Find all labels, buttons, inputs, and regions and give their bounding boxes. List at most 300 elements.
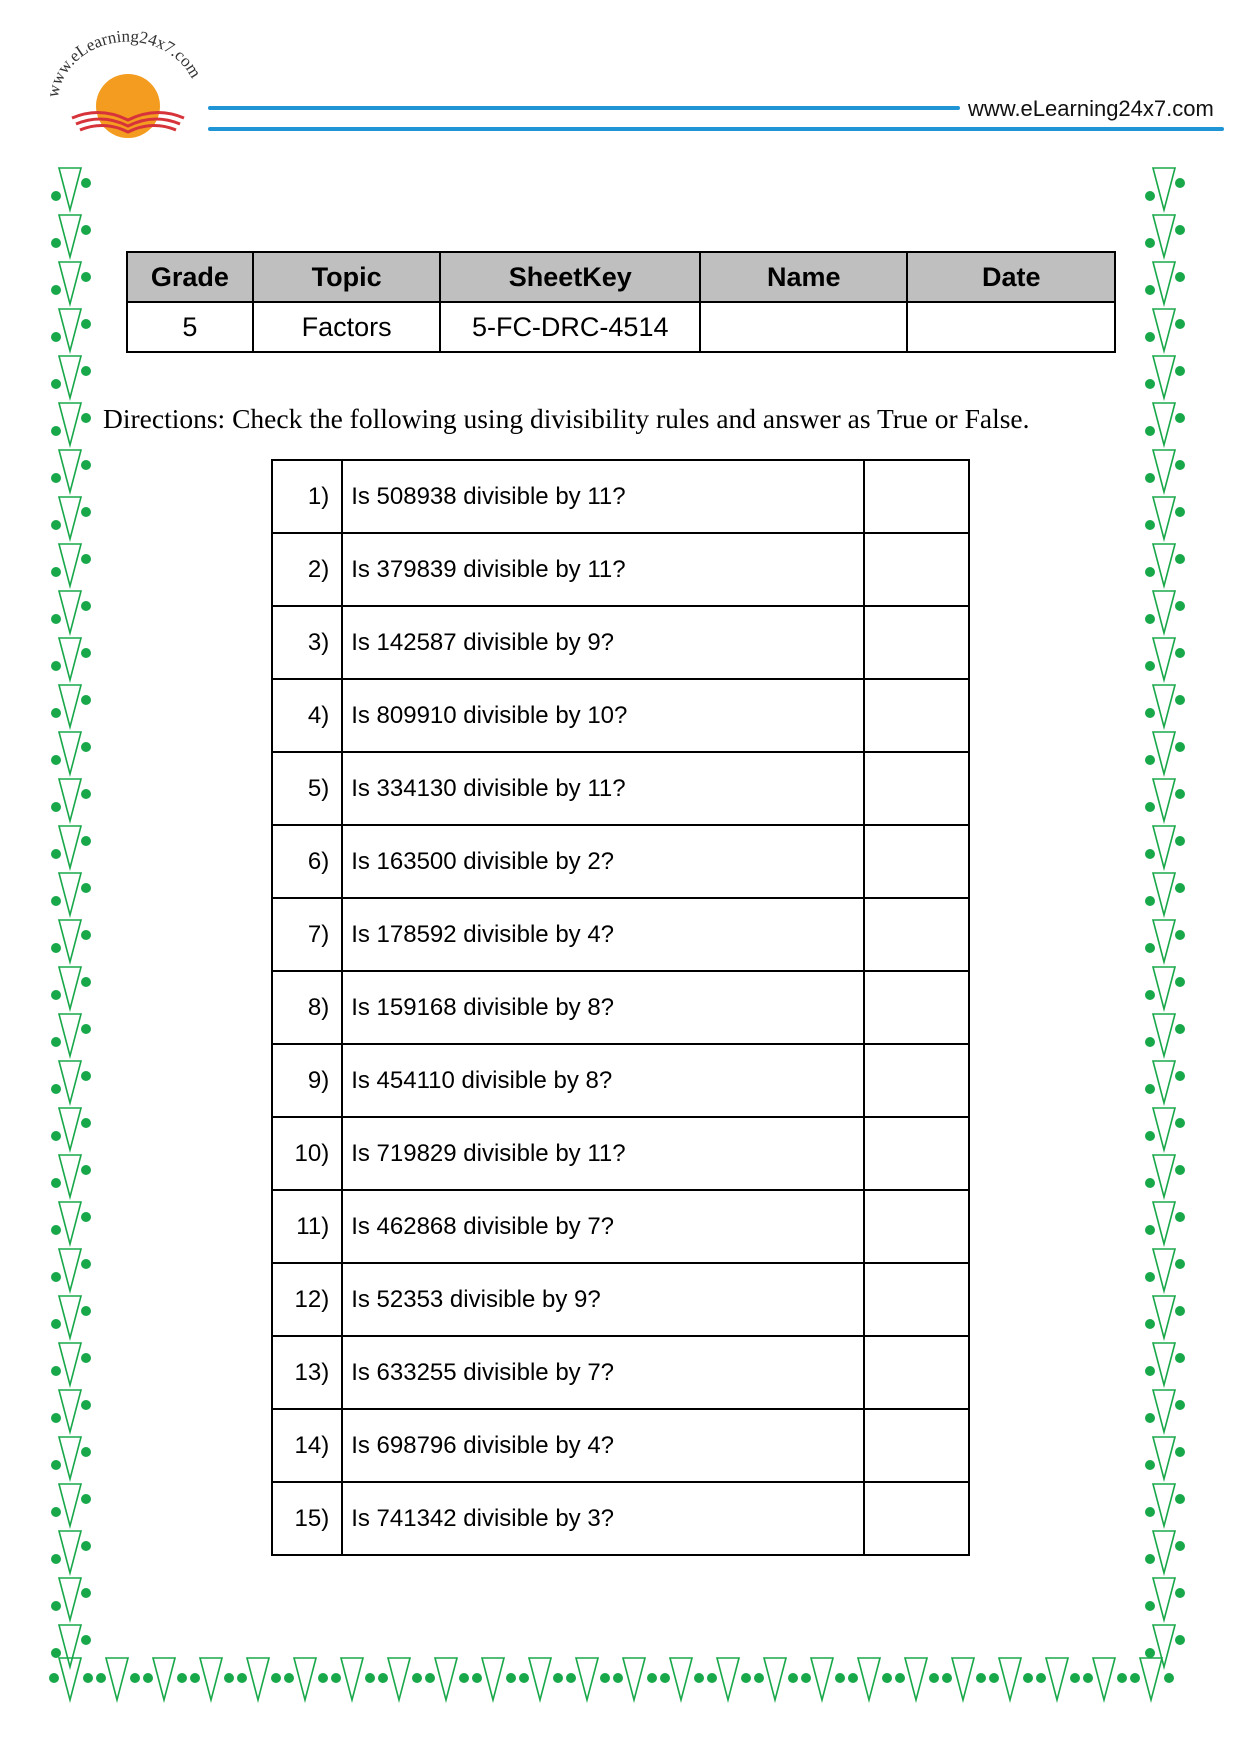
border-triangle	[1153, 356, 1175, 398]
topic-header: Topic	[253, 252, 441, 302]
border-dot	[81, 1165, 91, 1175]
question-text: Is 52353 divisible by 9?	[342, 1263, 863, 1336]
border-dot	[566, 1673, 576, 1683]
answer-field[interactable]	[864, 1263, 969, 1336]
answer-field[interactable]	[864, 971, 969, 1044]
border-triangle	[59, 1014, 81, 1056]
border-dot	[81, 601, 91, 611]
question-text: Is 809910 divisible by 10?	[342, 679, 863, 752]
sheetkey-value: 5-FC-DRC-4514	[440, 302, 700, 352]
border-dot	[81, 1447, 91, 1457]
border-triangle	[1153, 920, 1175, 962]
question-number: 13)	[272, 1336, 342, 1409]
border-dot	[1175, 507, 1185, 517]
border-dot	[177, 1673, 187, 1683]
border-dot	[51, 1037, 61, 1047]
border-dot	[130, 1673, 140, 1683]
border-dot	[942, 1673, 952, 1683]
border-dot	[51, 1131, 61, 1141]
border-dot	[1145, 1272, 1155, 1282]
border-dot	[81, 1353, 91, 1363]
answer-field[interactable]	[864, 1190, 969, 1263]
border-dot	[271, 1673, 281, 1683]
border-triangle	[59, 732, 81, 774]
border-dot	[51, 1507, 61, 1517]
border-dot	[331, 1673, 341, 1683]
border-dot	[1145, 990, 1155, 1000]
answer-field[interactable]	[864, 898, 969, 971]
border-dot	[600, 1673, 610, 1683]
border-dot	[1145, 849, 1155, 859]
border-dot	[51, 849, 61, 859]
border-triangle	[1153, 1014, 1175, 1056]
border-triangle	[764, 1658, 786, 1700]
border-dot	[190, 1673, 200, 1683]
answer-field[interactable]	[864, 1117, 969, 1190]
border-dot	[51, 802, 61, 812]
border-dot	[365, 1673, 375, 1683]
question-number: 2)	[272, 533, 342, 606]
border-dot	[81, 1635, 91, 1645]
question-text: Is 462868 divisible by 7?	[342, 1190, 863, 1263]
border-dot	[81, 1024, 91, 1034]
question-number: 4)	[272, 679, 342, 752]
border-triangle	[1153, 1578, 1175, 1620]
question-text: Is 698796 divisible by 4?	[342, 1409, 863, 1482]
border-dot	[1175, 836, 1185, 846]
border-triangle	[670, 1658, 692, 1700]
border-dot	[976, 1673, 986, 1683]
answer-field[interactable]	[864, 1409, 969, 1482]
border-dot	[81, 977, 91, 987]
border-dot	[1145, 1366, 1155, 1376]
border-dot	[224, 1673, 234, 1683]
question-row	[272, 825, 969, 898]
border-dot	[1175, 601, 1185, 611]
border-triangle	[294, 1658, 316, 1700]
border-triangle	[1153, 732, 1175, 774]
border-triangle	[59, 873, 81, 915]
border-dot	[49, 1673, 59, 1683]
border-dot	[741, 1673, 751, 1683]
border-dot	[81, 1494, 91, 1504]
border-dot	[1145, 238, 1155, 248]
border-triangle	[1046, 1658, 1068, 1700]
border-dot	[1175, 554, 1185, 564]
question-number: 10)	[272, 1117, 342, 1190]
border-dot	[1175, 1024, 1185, 1034]
border-dot	[1175, 1118, 1185, 1128]
border-dot	[1145, 755, 1155, 765]
border-dot	[51, 1225, 61, 1235]
border-triangle	[482, 1658, 504, 1700]
border-dot	[81, 366, 91, 376]
question-row	[272, 1336, 969, 1409]
answer-field[interactable]	[864, 1044, 969, 1117]
border-dot	[1145, 332, 1155, 342]
border-dot	[51, 1319, 61, 1329]
border-triangle	[59, 356, 81, 398]
answer-field[interactable]	[864, 825, 969, 898]
answer-field[interactable]	[864, 679, 969, 752]
border-dot	[1175, 1400, 1185, 1410]
question-row	[272, 971, 969, 1044]
border-dot	[1145, 802, 1155, 812]
border-triangle	[1153, 262, 1175, 304]
border-triangle	[1153, 450, 1175, 492]
border-dot	[660, 1673, 670, 1683]
border-triangle	[1153, 544, 1175, 586]
border-dot	[51, 1366, 61, 1376]
border-dot	[1175, 413, 1185, 423]
border-triangle	[1153, 1296, 1175, 1338]
border-triangle	[59, 685, 81, 727]
border-triangle	[59, 1108, 81, 1150]
grade-header: Grade	[127, 252, 253, 302]
border-triangle	[1153, 638, 1175, 680]
question-row	[272, 1409, 969, 1482]
border-dot	[848, 1673, 858, 1683]
border-dot	[51, 1178, 61, 1188]
question-row	[272, 1190, 969, 1263]
answer-field[interactable]	[864, 1482, 969, 1555]
border-dot	[81, 507, 91, 517]
border-dot	[1145, 1554, 1155, 1564]
border-dot	[1175, 1353, 1185, 1363]
border-dot	[1145, 1413, 1155, 1423]
question-row	[272, 1263, 969, 1336]
border-triangle	[1153, 591, 1175, 633]
border-dot	[51, 191, 61, 201]
border-triangle	[1153, 826, 1175, 868]
border-triangle	[59, 1155, 81, 1197]
border-dot	[1175, 1165, 1185, 1175]
border-dot	[1175, 178, 1185, 188]
border-triangle	[1153, 1202, 1175, 1244]
border-dot	[1175, 366, 1185, 376]
border-dot	[647, 1673, 657, 1683]
border-triangle	[59, 450, 81, 492]
border-triangle	[59, 262, 81, 304]
border-triangle	[59, 403, 81, 445]
border-dot	[1164, 1673, 1174, 1683]
border-triangle	[576, 1658, 598, 1700]
border-dot	[81, 460, 91, 470]
question-text: Is 719829 divisible by 11?	[342, 1117, 863, 1190]
answer-field[interactable]	[864, 460, 969, 533]
border-dot	[81, 1118, 91, 1128]
border-triangle	[59, 1578, 81, 1620]
border-dot	[237, 1673, 247, 1683]
border-triangle	[1153, 497, 1175, 539]
border-triangle	[59, 1343, 81, 1385]
question-row	[272, 679, 969, 752]
header-rule-top	[208, 106, 960, 110]
border-triangle	[1153, 873, 1175, 915]
border-dot	[801, 1673, 811, 1683]
border-dot	[51, 1460, 61, 1470]
border-dot	[51, 990, 61, 1000]
question-text: Is 741342 divisible by 3?	[342, 1482, 863, 1555]
border-triangle	[247, 1658, 269, 1700]
border-dot	[83, 1673, 93, 1683]
border-dot	[81, 1400, 91, 1410]
border-dot	[835, 1673, 845, 1683]
border-triangle	[1153, 1061, 1175, 1103]
border-dot	[51, 426, 61, 436]
border-triangle	[1093, 1658, 1115, 1700]
border-triangle	[59, 1390, 81, 1432]
border-dot	[51, 755, 61, 765]
border-triangle	[59, 1437, 81, 1479]
border-triangle	[59, 1296, 81, 1338]
border-triangle	[59, 967, 81, 1009]
border-triangle	[1153, 1249, 1175, 1291]
border-triangle	[59, 497, 81, 539]
border-dot	[81, 1259, 91, 1269]
border-dot	[51, 520, 61, 530]
border-triangle	[623, 1658, 645, 1700]
border-dot	[1036, 1673, 1046, 1683]
question-number: 14)	[272, 1409, 342, 1482]
border-dot	[378, 1673, 388, 1683]
border-triangle	[388, 1658, 410, 1700]
info-value-row	[127, 302, 1115, 352]
border-dot	[1145, 1460, 1155, 1470]
border-triangle	[59, 920, 81, 962]
border-dot	[1145, 473, 1155, 483]
border-triangle	[59, 826, 81, 868]
border-dot	[51, 473, 61, 483]
name-header: Name	[700, 252, 908, 302]
border-dot	[51, 1413, 61, 1423]
border-dot	[707, 1673, 717, 1683]
border-dot	[284, 1673, 294, 1683]
border-triangle	[59, 1202, 81, 1244]
border-dot	[81, 648, 91, 658]
question-number: 9)	[272, 1044, 342, 1117]
border-triangle	[1153, 309, 1175, 351]
border-dot	[1175, 1635, 1185, 1645]
border-dot	[694, 1673, 704, 1683]
border-dot	[1175, 1447, 1185, 1457]
border-triangle	[59, 309, 81, 351]
border-triangle	[59, 591, 81, 633]
border-dot	[1175, 460, 1185, 470]
border-triangle	[1153, 403, 1175, 445]
border-triangle	[59, 1249, 81, 1291]
border-dot	[1145, 1084, 1155, 1094]
question-row	[272, 533, 969, 606]
border-dot	[81, 178, 91, 188]
border-dot	[1175, 789, 1185, 799]
sheetkey-header: SheetKey	[440, 252, 700, 302]
border-dot	[895, 1673, 905, 1683]
grade-value: 5	[127, 302, 253, 352]
border-dot	[51, 285, 61, 295]
border-dot	[1145, 426, 1155, 436]
border-triangle	[59, 779, 81, 821]
topic-value: Factors	[253, 302, 441, 352]
border-triangle	[1153, 1390, 1175, 1432]
border-triangle	[1153, 1484, 1175, 1526]
border-dot	[1175, 930, 1185, 940]
border-dot	[81, 1588, 91, 1598]
border-dot	[1175, 1306, 1185, 1316]
logo-arc-text: ww.eLearning24x7.com	[46, 26, 206, 88]
date-header: Date	[907, 252, 1115, 302]
question-row	[272, 1044, 969, 1117]
answer-field[interactable]	[864, 1336, 969, 1409]
border-dot	[1145, 1178, 1155, 1188]
border-triangle	[59, 168, 81, 210]
border-dot	[754, 1673, 764, 1683]
border-dot	[1145, 1507, 1155, 1517]
border-dot	[1145, 379, 1155, 389]
border-triangle	[1153, 1531, 1175, 1573]
border-dot	[1145, 708, 1155, 718]
question-number: 1)	[272, 460, 342, 533]
border-dot	[1175, 742, 1185, 752]
border-dot	[51, 238, 61, 248]
border-dot	[51, 614, 61, 624]
border-dot	[81, 883, 91, 893]
border-triangle	[1153, 1108, 1175, 1150]
border-triangle	[1153, 967, 1175, 1009]
border-triangle	[952, 1658, 974, 1700]
border-dot	[1145, 896, 1155, 906]
border-dot	[81, 930, 91, 940]
border-dot	[1175, 1494, 1185, 1504]
question-row	[272, 752, 969, 825]
border-triangle	[106, 1658, 128, 1700]
border-dot	[1175, 272, 1185, 282]
answer-field[interactable]	[864, 606, 969, 679]
border-triangle	[1153, 1437, 1175, 1479]
border-triangle	[1153, 1343, 1175, 1385]
border-dot	[788, 1673, 798, 1683]
border-triangle	[435, 1658, 457, 1700]
border-dot	[1145, 1319, 1155, 1329]
border-dot	[51, 708, 61, 718]
border-dot	[318, 1673, 328, 1683]
border-triangle	[59, 215, 81, 257]
border-dot	[51, 379, 61, 389]
border-triangle	[59, 544, 81, 586]
border-dot	[1145, 1601, 1155, 1611]
border-dot	[1145, 1225, 1155, 1235]
border-dot	[51, 896, 61, 906]
question-number: 7)	[272, 898, 342, 971]
header-rule-bottom	[208, 127, 1224, 131]
border-dot	[1145, 661, 1155, 671]
answer-field[interactable]	[864, 752, 969, 825]
border-dot	[51, 332, 61, 342]
border-dot	[1175, 1212, 1185, 1222]
border-dot	[613, 1673, 623, 1683]
border-dot	[81, 1306, 91, 1316]
border-triangle	[153, 1658, 175, 1700]
question-number: 12)	[272, 1263, 342, 1336]
border-dot	[412, 1673, 422, 1683]
question-text: Is 334130 divisible by 11?	[342, 752, 863, 825]
border-dot	[989, 1673, 999, 1683]
border-dot	[929, 1673, 939, 1683]
border-triangle	[999, 1658, 1021, 1700]
question-row	[272, 1117, 969, 1190]
border-triangle	[59, 1484, 81, 1526]
border-dot	[81, 1071, 91, 1081]
border-triangle	[1153, 168, 1175, 210]
border-dot	[1175, 977, 1185, 987]
right-border-decoration	[1142, 166, 1190, 1706]
bottom-border-decoration	[48, 1650, 1190, 1706]
name-field[interactable]	[700, 302, 908, 352]
border-dot	[1175, 225, 1185, 235]
border-triangle	[59, 1658, 81, 1700]
border-dot	[1175, 1541, 1185, 1551]
border-triangle	[1153, 215, 1175, 257]
border-dot	[51, 1084, 61, 1094]
border-dot	[81, 695, 91, 705]
question-text: Is 508938 divisible by 11?	[342, 460, 863, 533]
border-dot	[51, 1554, 61, 1564]
question-number: 6)	[272, 825, 342, 898]
question-text: Is 163500 divisible by 2?	[342, 825, 863, 898]
border-dot	[81, 1212, 91, 1222]
border-dot	[1130, 1673, 1140, 1683]
answer-field[interactable]	[864, 533, 969, 606]
border-dot	[472, 1673, 482, 1683]
border-dot	[143, 1673, 153, 1683]
border-dot	[553, 1673, 563, 1683]
border-dot	[81, 554, 91, 564]
border-dot	[1175, 648, 1185, 658]
question-row	[272, 1482, 969, 1555]
border-triangle	[1153, 1155, 1175, 1197]
question-number: 3)	[272, 606, 342, 679]
border-dot	[1175, 695, 1185, 705]
question-text: Is 379839 divisible by 11?	[342, 533, 863, 606]
question-text: Is 178592 divisible by 4?	[342, 898, 863, 971]
border-dot	[1175, 883, 1185, 893]
border-dot	[1175, 319, 1185, 329]
border-dot	[1145, 285, 1155, 295]
question-text: Is 159168 divisible by 8?	[342, 971, 863, 1044]
border-dot	[96, 1673, 106, 1683]
border-dot	[882, 1673, 892, 1683]
border-triangle	[1153, 779, 1175, 821]
question-text: Is 142587 divisible by 9?	[342, 606, 863, 679]
question-row	[272, 898, 969, 971]
border-dot	[81, 272, 91, 282]
border-dot	[1175, 1071, 1185, 1081]
border-dot	[1117, 1673, 1127, 1683]
border-dot	[1023, 1673, 1033, 1683]
question-text: Is 633255 divisible by 7?	[342, 1336, 863, 1409]
worksheet-info-table	[126, 251, 1116, 353]
question-number: 5)	[272, 752, 342, 825]
border-triangle	[811, 1658, 833, 1700]
directions-text: Directions: Check the following using divisibility rules and answer as True or False.	[103, 403, 1030, 434]
border-dot	[1145, 567, 1155, 577]
border-dot	[1175, 1588, 1185, 1598]
border-dot	[1175, 1259, 1185, 1269]
border-triangle	[1140, 1658, 1162, 1700]
date-field[interactable]	[907, 302, 1115, 352]
border-triangle	[59, 1531, 81, 1573]
site-logo	[46, 20, 216, 150]
